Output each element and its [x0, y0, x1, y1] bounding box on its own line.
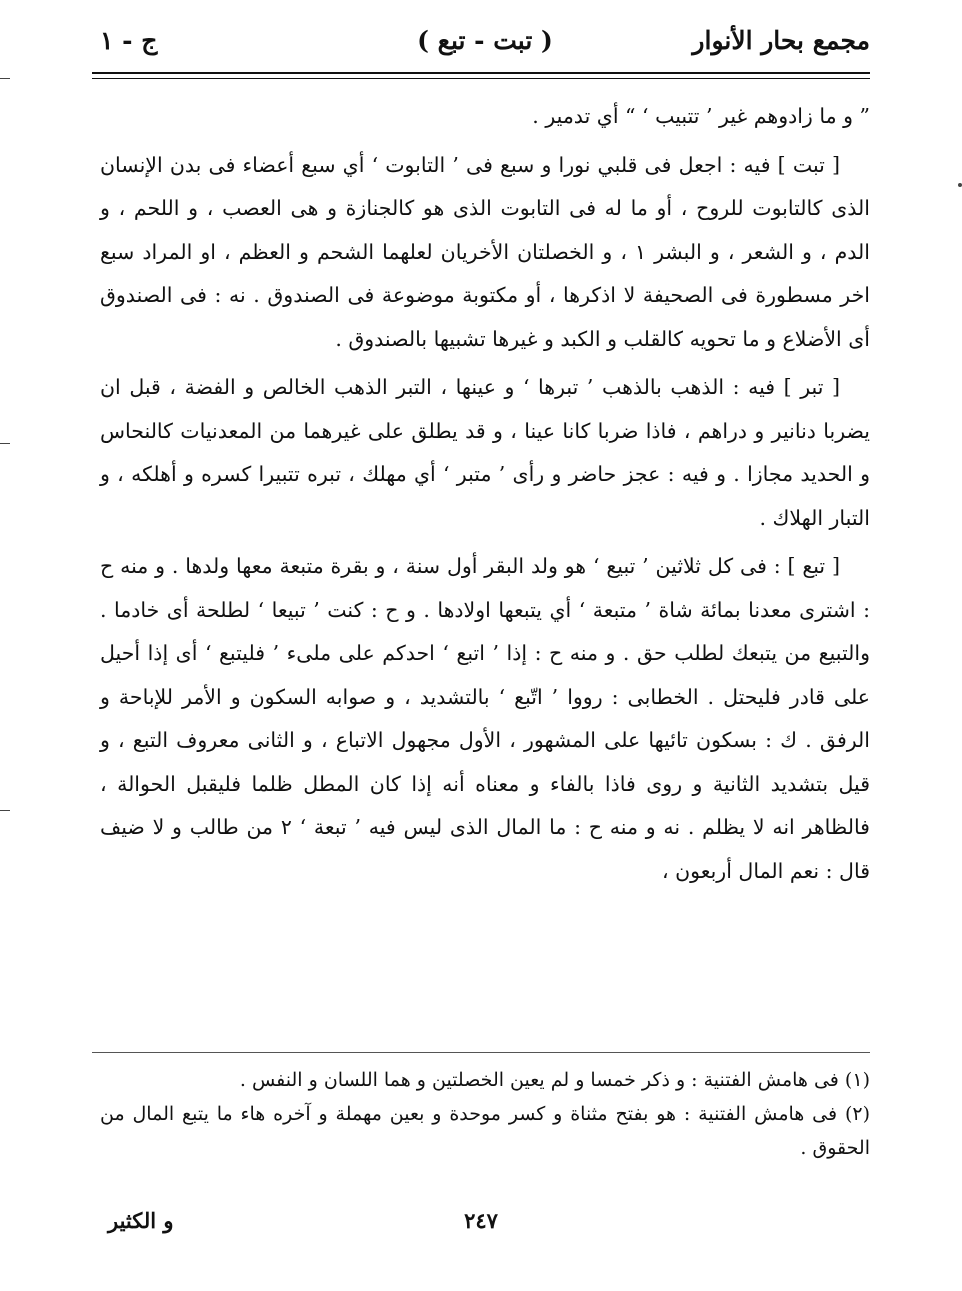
- scan-margin-mark: [0, 443, 10, 444]
- footnote-1: (١) فى هامش الفتنية : و ذكر خمسا و لم يعين الخصلتين و هما اللسان و النفس .: [239, 1069, 870, 1091]
- footnote-separator: [92, 1052, 870, 1053]
- continuation-paragraph: ” و ما زادوهم غير ’ تتبيب ‘ “ أي تدمير .: [532, 104, 870, 128]
- entry-tabt: [ تبت ] فيه : اجعل فى قلبي نورا و سبع فى ’ التابوت ‘ أي سبع أعضاء فى بدن الإنسان الذى كالتابوت للروح ، أو ما له فى التابوت الذى هو كالجنازة و هى العصب ، و اللحم ، و الدم ، و الشعر ، و البشر ١ ، و الخصلتان الأخريان لعلهما الشحم و العظم ، او المراد سبع اخر مسطورة فى الصحيفة لا اذكرها ، أو مكتوبة موضوعة فى الصندوق . نه : فى الصندوق أى الأضلاع و ما تحويه كالقلب و الكبد و غيرها تشبيها بالصندوق .: [100, 152, 871, 351]
- volume-number: ج - ١: [100, 26, 158, 55]
- catchword: و الكثير: [108, 1208, 174, 1233]
- scan-margin-mark: [0, 78, 10, 79]
- page-number: ٢٤٧: [464, 1208, 498, 1233]
- footnotes: [100, 1063, 870, 1165]
- header-rule-thin: [92, 78, 870, 79]
- main-text: [100, 95, 870, 893]
- footnote-2: (٢) فى هامش الفتنية : هو بفتح مثناة و كسر موحدة و بعين مهملة و آخره هاء ما يتبع المال من الحقوق .: [100, 1103, 870, 1159]
- entry-taba: [ تبع ] : فى كل ثلاثين ’ تبيع ‘ هو ولد البقر أول سنة ، و بقرة متبعة معها ولدها . و منه ح : اشترى معدنا بمائة شاة ’ متبعة ‘ أي يتبعها اولادها . و ح : كنت ’ تبيعا ‘ لطلحة أى خادما . والتبيع من يتبعك لطلب حق . و منه ح : إذا ’ اتبع ‘ احدكم على ملىء ’ فليتبع ‘ أى إذا أحيل على قادر فليحتل . الخطابى : رووا ’ اتّبع ‘ بالتشديد ، و صوابه السكون و الأمر للإباحة و الرفق . ك : بسكون تائيها على المشهور ، الأول مجهول الاتباع ، و الثانى معروف التبع ، و قيل بتشديد الثانية و روى فاذا بالفاء و معناه أنه إذا كان المطل ظلما فليقبل الحوالة ، فالظاهر انه لا يظلم . نه و منه ح : ما المال الذى ليس فيه ’ تبعة ‘ ٢ من طالب و لا ضيف قال : نعم المال أربعون ،: [100, 554, 870, 883]
- header-rule: [92, 72, 870, 74]
- book-title: مجمع بحار الأنوار: [692, 26, 870, 55]
- entry-tabr: [ تبر ] فيه : الذهب بالذهب ’ تبرها ‘ و عينها ، التبر الذهب الخالص و الفضة ، قبل ان يضربا دنانير و دراهم ، فاذا ضربا كانا عينا ، و قد يطلق على غيرهما من المعدنيات كالنحاس و الحديد مجازا . و فيه : عجز حاضر و رأى ’ متبر ‘ أي مهلك ، تبره تتبيرا كسره و أهلكه ، و التبار الهلاك .: [100, 375, 870, 530]
- scan-margin-mark: [0, 810, 10, 811]
- header-keywords: ( تبت - تبع ): [417, 26, 553, 55]
- running-header: [100, 26, 870, 66]
- scan-margin-mark: [958, 183, 962, 187]
